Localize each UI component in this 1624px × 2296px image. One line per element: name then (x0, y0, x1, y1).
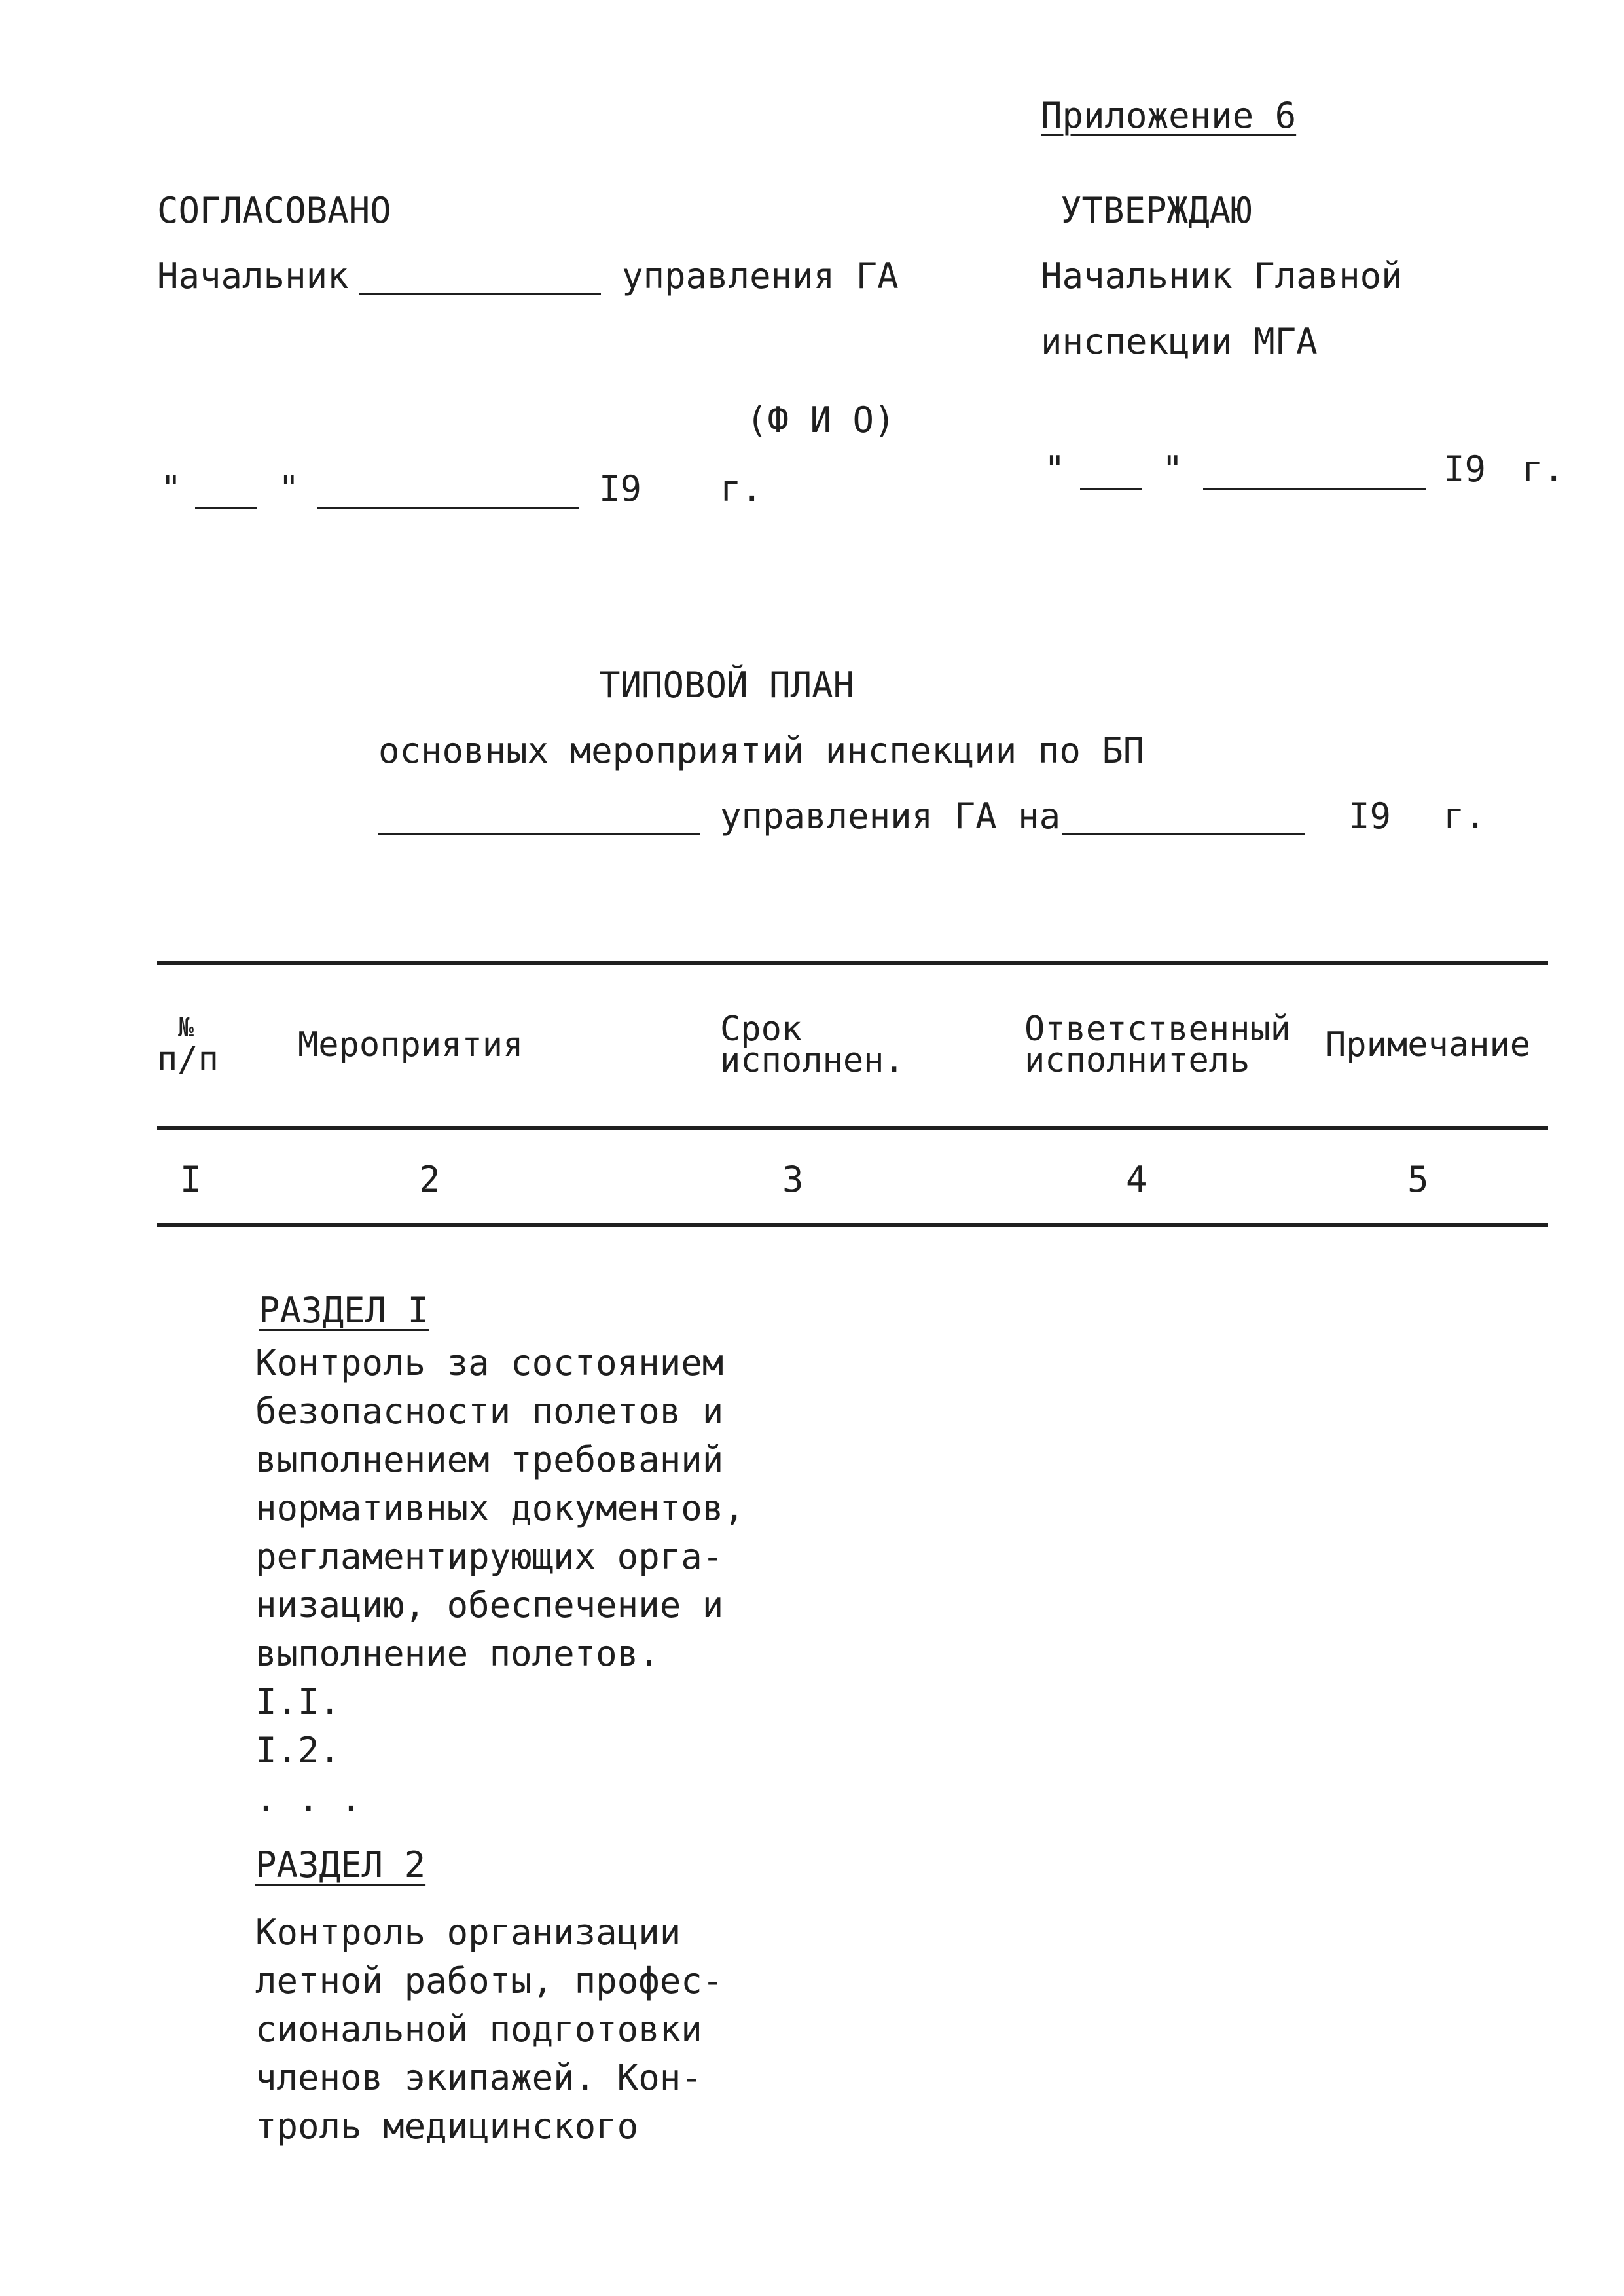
right-quote-open: " (1044, 448, 1066, 490)
section-body (255, 1339, 745, 1823)
column-number: 5 (1407, 1159, 1429, 1200)
title-period-blank (1062, 833, 1305, 835)
left-year-prefix: I9 (599, 468, 642, 509)
left-day-blank (195, 507, 257, 509)
section-line: безопасности полетов и (255, 1391, 724, 1432)
column-number: 4 (1126, 1159, 1147, 1200)
header-deadline-line2: исполнен. (720, 1041, 905, 1080)
header-responsible-line1: Ответственный (1024, 1010, 1291, 1049)
section-line: Контроль за состоянием (255, 1342, 724, 1383)
plan-subtitle-department: управления ГА на (720, 795, 1061, 837)
left-quote-close: " (278, 468, 300, 509)
section-item: I.2. (255, 1730, 341, 1771)
plan-subtitle: основных мероприятий инспекции по БП (378, 730, 1145, 771)
approve-heading: УТВЕРЖДАЮ (1060, 190, 1252, 231)
section-title: РАЗДЕЛ I (259, 1290, 429, 1331)
header-responsible-line2: исполнитель (1024, 1041, 1250, 1080)
header-deadline-line1: Срок (720, 1010, 803, 1049)
right-year-prefix: I9 (1443, 448, 1487, 490)
section-line: низацию, обеспечение и (255, 1584, 724, 1626)
column-number: I (180, 1159, 202, 1200)
right-day-blank (1080, 488, 1142, 490)
left-year-suffix: г. (720, 468, 763, 509)
left-quote-open: " (160, 468, 182, 509)
table-top-rule (157, 961, 1548, 965)
appendix-label: Приложение 6 (1041, 95, 1297, 136)
section-item: I.I. (255, 1681, 341, 1722)
fio-label: (Ф И О) (746, 399, 895, 441)
column-number: 3 (782, 1159, 804, 1200)
right-quote-close: " (1162, 448, 1183, 490)
plan-year-prefix: I9 (1348, 795, 1392, 837)
section-line: сиональной подготовки (255, 2009, 702, 2050)
section-line: Контроль организации (255, 1912, 681, 1953)
plan-title: ТИПОВОЙ ПЛАН (599, 665, 855, 706)
section-line: членов экипажей. Кон- (255, 2057, 702, 2098)
table-header-rule (157, 1126, 1548, 1130)
section-title: РАЗДЕЛ 2 (255, 1844, 426, 1886)
section-ellipsis: . . . (255, 1778, 362, 1819)
title-department-blank (378, 833, 700, 835)
department-name-blank (359, 293, 601, 295)
header-activities: Мероприятия (298, 1025, 524, 1065)
right-position-line2: инспекции МГА (1041, 321, 1318, 362)
section-body (255, 1908, 723, 2151)
left-position-prefix: Начальник (157, 255, 349, 297)
column-number: 2 (419, 1159, 441, 1200)
section-line: летной работы, профес- (255, 1960, 724, 2001)
right-position-line1: Начальник Главной (1041, 255, 1403, 297)
section-line: нормативных документов, (255, 1487, 745, 1529)
header-number-sign: № (178, 1013, 194, 1043)
header-number-label: п/п (157, 1040, 219, 1079)
right-year-suffix: г. (1522, 448, 1565, 490)
header-notes: Примечание (1326, 1025, 1531, 1065)
approved-heading: СОГЛАСОВАНО (157, 190, 391, 231)
section-line: троль медицинского (255, 2105, 639, 2147)
left-position-suffix: управления ГА (622, 255, 899, 297)
section-line: выполнение полетов. (255, 1633, 660, 1674)
left-month-blank (317, 507, 579, 509)
section-line: регламентирующих орга- (255, 1536, 724, 1577)
section-line: выполнением требований (255, 1439, 724, 1480)
table-numbers-rule (157, 1223, 1548, 1227)
plan-year-suffix: г. (1443, 795, 1487, 837)
right-month-blank (1203, 488, 1426, 490)
